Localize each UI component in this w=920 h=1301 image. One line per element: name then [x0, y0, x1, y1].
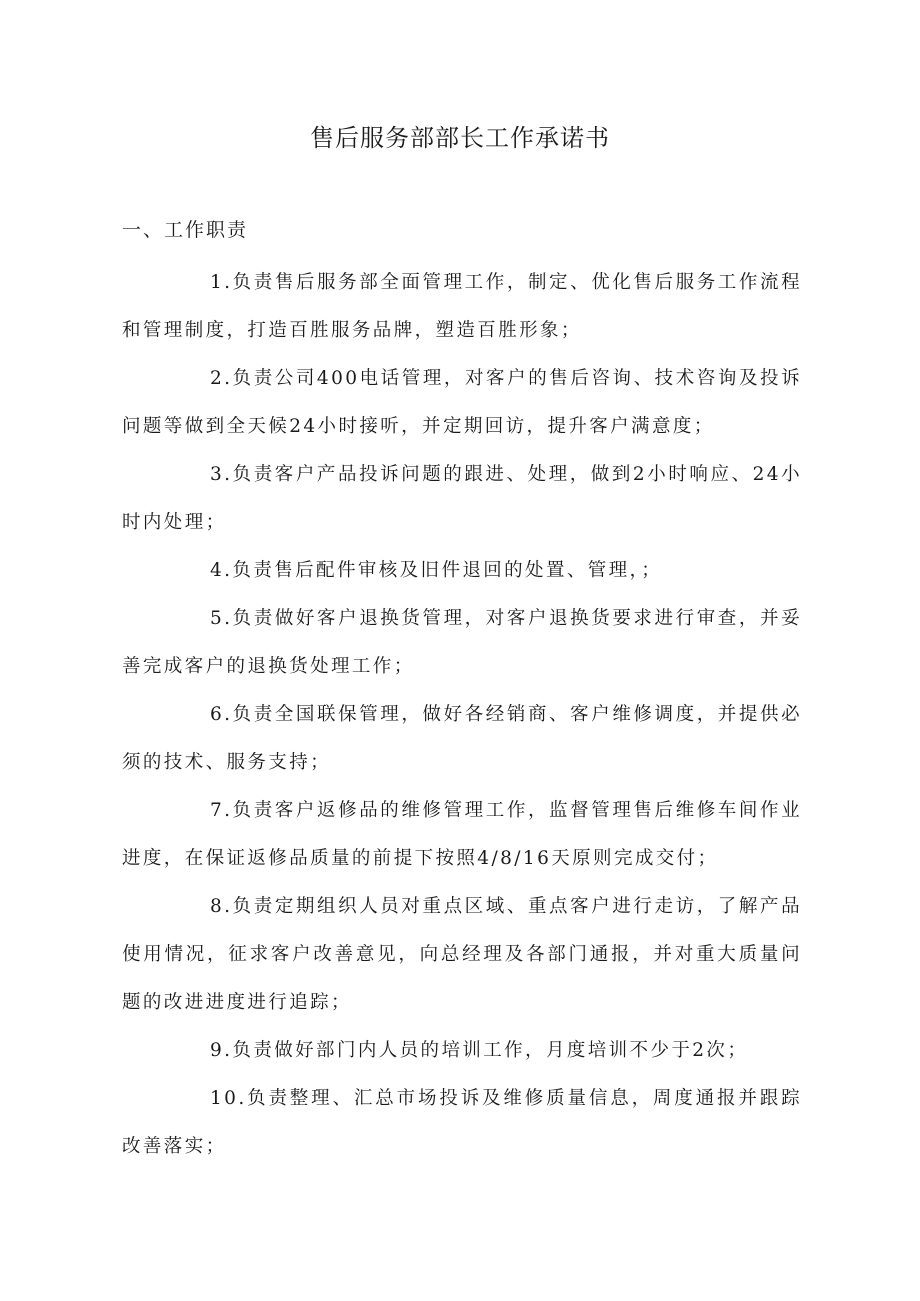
list-item — [122, 451, 802, 547]
list-item — [122, 883, 802, 1027]
item-number: 9 — [210, 1040, 225, 1061]
item-number: 10 — [210, 1088, 239, 1109]
item-number: 8 — [210, 896, 225, 917]
list-item — [122, 1075, 802, 1171]
item-text: .负责整理、汇总市场投诉及维修质量信息，周度通报并跟踪改善落实； — [122, 1088, 802, 1157]
item-text: .负责售后服务部全面管理工作，制定、优化售后服务工作流程和管理制度，打造百胜服务品牌，塑造百胜形象； — [122, 272, 802, 341]
list-item — [122, 1027, 802, 1075]
section-heading: 一、工作职责 — [122, 219, 249, 241]
item-text: .负责客户返修品的维修管理工作，监督管理售后维修车间作业进度，在保证返修品质量的前提下按照4/8/16天原则完成交付； — [122, 800, 802, 869]
item-text: .负责做好客户退换货管理，对客户退换货要求进行审查，并妥善完成客户的退换货处理工作； — [122, 608, 802, 677]
item-number: 7 — [210, 800, 225, 821]
item-number: 6 — [210, 704, 225, 725]
list-item — [122, 787, 802, 883]
item-number: 1 — [210, 272, 225, 293]
item-text: .负责客户产品投诉问题的跟进、处理，做到2小时响应、24小时内处理； — [122, 464, 802, 533]
item-number: 2 — [210, 368, 225, 389]
item-text: .负责公司400电话管理，对客户的售后咨询、技术咨询及投诉问题等做到全天候24小时接听，并定期回访，提升客户满意度； — [122, 368, 802, 437]
item-text: .负责定期组织人员对重点区域、重点客户进行走访，了解产品使用情况，征求客户改善意见，向总经理及各部门通报，并对重大质量问题的改进进度进行追踪； — [122, 896, 802, 1013]
list-item — [122, 547, 802, 595]
item-number: 4 — [210, 560, 225, 581]
item-number: 5 — [210, 608, 225, 629]
list-item — [122, 595, 802, 691]
duty-list — [122, 259, 802, 1171]
list-item — [122, 259, 802, 355]
list-item — [122, 355, 802, 451]
document-title: 售后服务部部长工作承诺书 — [310, 124, 610, 152]
item-text: .负责售后配件审核及旧件退回的处置、管理，； — [224, 560, 663, 581]
item-text: .负责全国联保管理，做好各经销商、客户维修调度，并提供必须的技术、服务支持； — [122, 704, 802, 773]
item-text: .负责做好部门内人员的培训工作，月度培训不少于2次； — [224, 1040, 749, 1061]
list-item — [122, 691, 802, 787]
item-number: 3 — [210, 464, 225, 485]
